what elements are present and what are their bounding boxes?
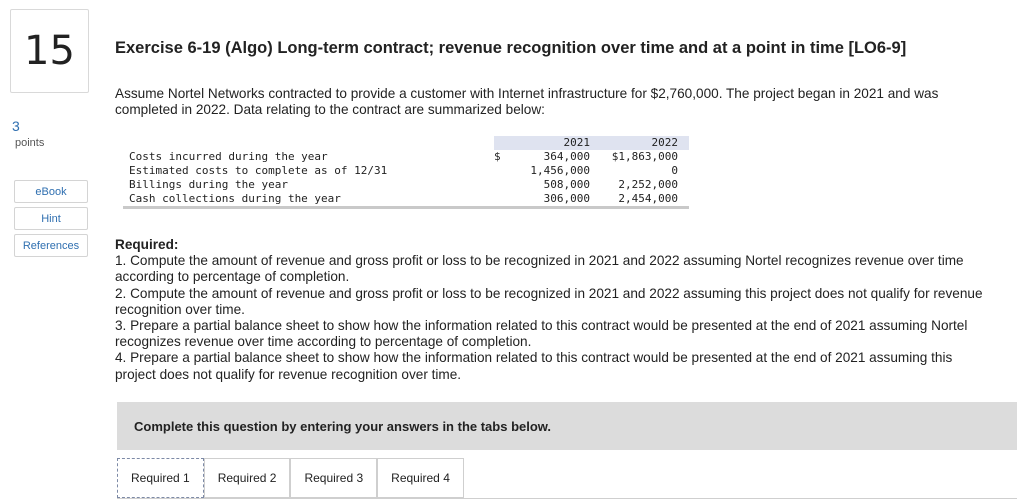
question-number: 15 <box>10 9 89 93</box>
points-label: points <box>15 137 45 149</box>
row-label: Cash collections during the year <box>129 192 341 205</box>
table-header-row <box>123 136 689 150</box>
value-2022: $1,863,000 <box>611 150 678 164</box>
required-item-1: 1. Compute the amount of revenue and gross profit or loss to be recognized in 2021 and 2022 assuming Nortel recognizes revenue over time according to percentage of completion. <box>115 253 964 285</box>
table-row <box>123 178 689 192</box>
row-label: Billings during the year <box>129 178 288 192</box>
currency-prefix <box>494 164 506 178</box>
currency-prefix <box>494 192 506 207</box>
row-label: Costs incurred during the year <box>129 150 328 164</box>
value-2021: 306,000 <box>543 192 590 205</box>
required-tabs <box>117 458 464 503</box>
value-2021: 508,000 <box>543 178 590 192</box>
table-row <box>123 192 689 207</box>
points-value: 3 <box>12 118 20 134</box>
ebook-button[interactable]: eBook <box>14 180 88 203</box>
instruction-bar: Complete this question by entering your answers in the tabs below. <box>117 402 1017 450</box>
value-2022: 2,454,000 <box>618 192 678 205</box>
table-row <box>123 164 689 178</box>
required-section <box>115 237 995 383</box>
tab-required-2[interactable]: Required 2 <box>204 458 291 498</box>
row-label: Estimated costs to complete as of 12/31 <box>129 164 388 178</box>
tab-required-3[interactable]: Required 3 <box>290 458 377 498</box>
currency-prefix <box>494 178 506 192</box>
value-2021: 364,000 <box>543 150 590 164</box>
tab-required-1[interactable]: Required 1 <box>117 458 204 498</box>
table-row <box>123 150 689 164</box>
value-2022: 2,252,000 <box>618 178 678 192</box>
intro-paragraph: Assume Nortel Networks contracted to provide a customer with Internet infrastructure for $2,760,000. The project began in 2021 and was completed in 2022. Data relating to the contract are summarized below: <box>115 86 939 117</box>
column-header-2021: 2021 <box>506 136 590 150</box>
hint-button[interactable]: Hint <box>14 207 88 230</box>
required-heading: Required: <box>115 237 179 252</box>
column-header-2022: 2022 <box>590 136 689 150</box>
tab-required-4[interactable]: Required 4 <box>377 458 464 498</box>
exercise-title: Exercise 6-19 (Algo) Long-term contract; revenue recognition over time and at a point in time [LO6-9] <box>115 39 907 57</box>
currency-prefix: $ <box>494 150 501 164</box>
required-item-2: 2. Compute the amount of revenue and gross profit or loss to be recognized in 2021 and 2022 assuming this project does not qualify for revenue recognition over time. <box>115 285 983 317</box>
required-item-3: 3. Prepare a partial balance sheet to show how the information related to this contract would be presented at the end of 2021 assuming Nortel recognizes revenue over time according to percentage of completion. <box>115 318 968 350</box>
value-2021: 1,456,000 <box>530 164 590 178</box>
value-2022: 0 <box>671 164 678 178</box>
references-button[interactable]: References <box>14 234 88 257</box>
contract-data-table <box>123 136 689 209</box>
required-item-4: 4. Prepare a partial balance sheet to show how the information related to this contract would be presented at the end of 2021 assuming this project does not qualify for revenue recognition over time. <box>115 350 953 382</box>
